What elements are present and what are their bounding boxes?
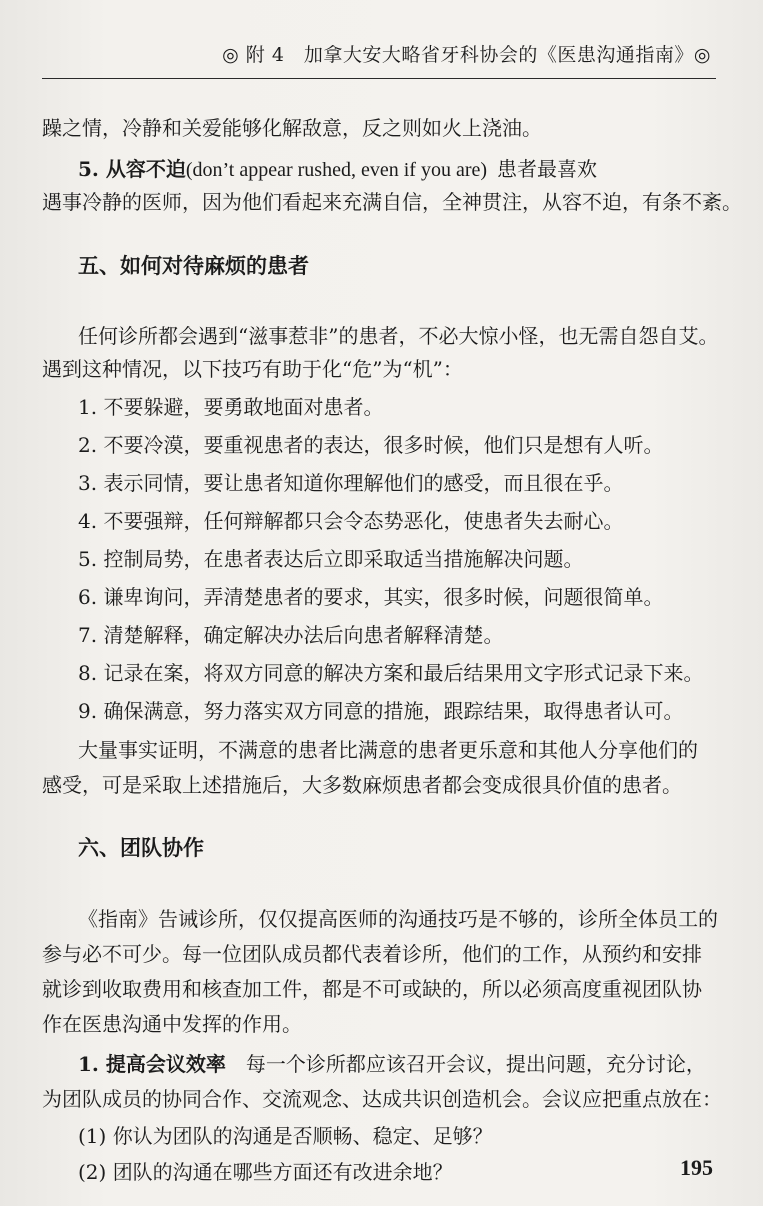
point-5-line2: 遇事冷静的医师，因为他们看起来充满自信，全神贯注，从容不迫，有条不紊。 (42, 190, 742, 214)
subsection-1-label: 1. 提高会议效率 (78, 1052, 226, 1076)
list-item: 6. 谦卑询问，弄清楚患者的要求，其实，很多时候，问题很简单。 (78, 585, 664, 609)
list-item: 2. 不要冷漠，要重视患者的表达，很多时候，他们只是想有人听。 (78, 433, 664, 457)
list-item: 1. 不要躲避，要勇敢地面对患者。 (78, 395, 384, 419)
section-5-intro-line2: 遇到这种情况，以下技巧有助于化“危”为“机”： (42, 357, 463, 381)
page-number: 195 (680, 1155, 713, 1180)
question-item: (1) 你认为团队的沟通是否顺畅、稳定、足够？ (78, 1124, 493, 1148)
section-6-para-line1: 《指南》告诫诊所，仅仅提高医师的沟通技巧是不够的，诊所全体员工的 (78, 907, 718, 931)
subsection-1-line2: 为团队成员的协同合作、交流观念、达成共识创造机会。会议应把重点放在： (42, 1087, 722, 1111)
section-6-para-line4: 作在医患沟通中发挥的作用。 (42, 1012, 302, 1036)
point-5-label: 5. 从容不迫 (78, 157, 186, 181)
list-item: 3. 表示同情，要让患者知道你理解他们的感受，而且很在乎。 (78, 471, 624, 495)
section-6-para-line3: 就诊到收取费用和核查加工件，都是不可或缺的，所以必须高度重视团队协 (42, 977, 702, 1001)
subsection-1-text: 每一个诊所都应该召开会议，提出问题，充分讨论， (245, 1052, 706, 1076)
section-5-heading: 五、如何对待麻烦的患者 (78, 253, 309, 278)
list-item: 4. 不要强辩，任何辩解都只会令态势恶化，使患者失去耐心。 (78, 509, 624, 533)
section-5-intro-line1: 任何诊所都会遇到“滋事惹非”的患者，不必大惊小怪，也无需自怨自艾。 (78, 324, 719, 348)
point-5-text: 患者最喜欢 (497, 157, 598, 181)
point-5-english: (don’t appear rushed, even if you are) (185, 159, 488, 181)
running-header: ◎ 附 4 加拿大安大略省牙科协会的《医患沟通指南》◎ (222, 44, 711, 66)
section-6-para-line2: 参与必不可少。每一位团队成员都代表着诊所，他们的工作，从预约和安排 (42, 942, 702, 966)
question-item: (2) 团队的沟通在哪些方面还有改进余地？ (78, 1160, 453, 1184)
section-5-closing-line1: 大量事实证明，不满意的患者比满意的患者更乐意和其他人分享他们的 (78, 738, 698, 762)
point-5-line1 (78, 153, 597, 182)
list-item: 9. 确保满意，努力落实双方同意的措施，跟踪结果，取得患者认可。 (78, 699, 684, 723)
paragraph-continuation: 躁之情，冷静和关爱能够化解敌意，反之则如火上浇油。 (42, 116, 542, 140)
header-rule (42, 78, 716, 79)
list-item: 5. 控制局势，在患者表达后立即采取适当措施解决问题。 (78, 547, 584, 571)
section-5-closing-line2: 感受，可是采取上述措施后，大多数麻烦患者都会变成很具价值的患者。 (42, 773, 682, 797)
list-item: 7. 清楚解释，确定解决办法后向患者解释清楚。 (78, 623, 504, 647)
list-item: 8. 记录在案，将双方同意的解决方案和最后结果用文字形式记录下来。 (78, 661, 704, 685)
subsection-1-line1 (78, 1048, 706, 1077)
section-6-heading: 六、团队协作 (78, 835, 204, 860)
